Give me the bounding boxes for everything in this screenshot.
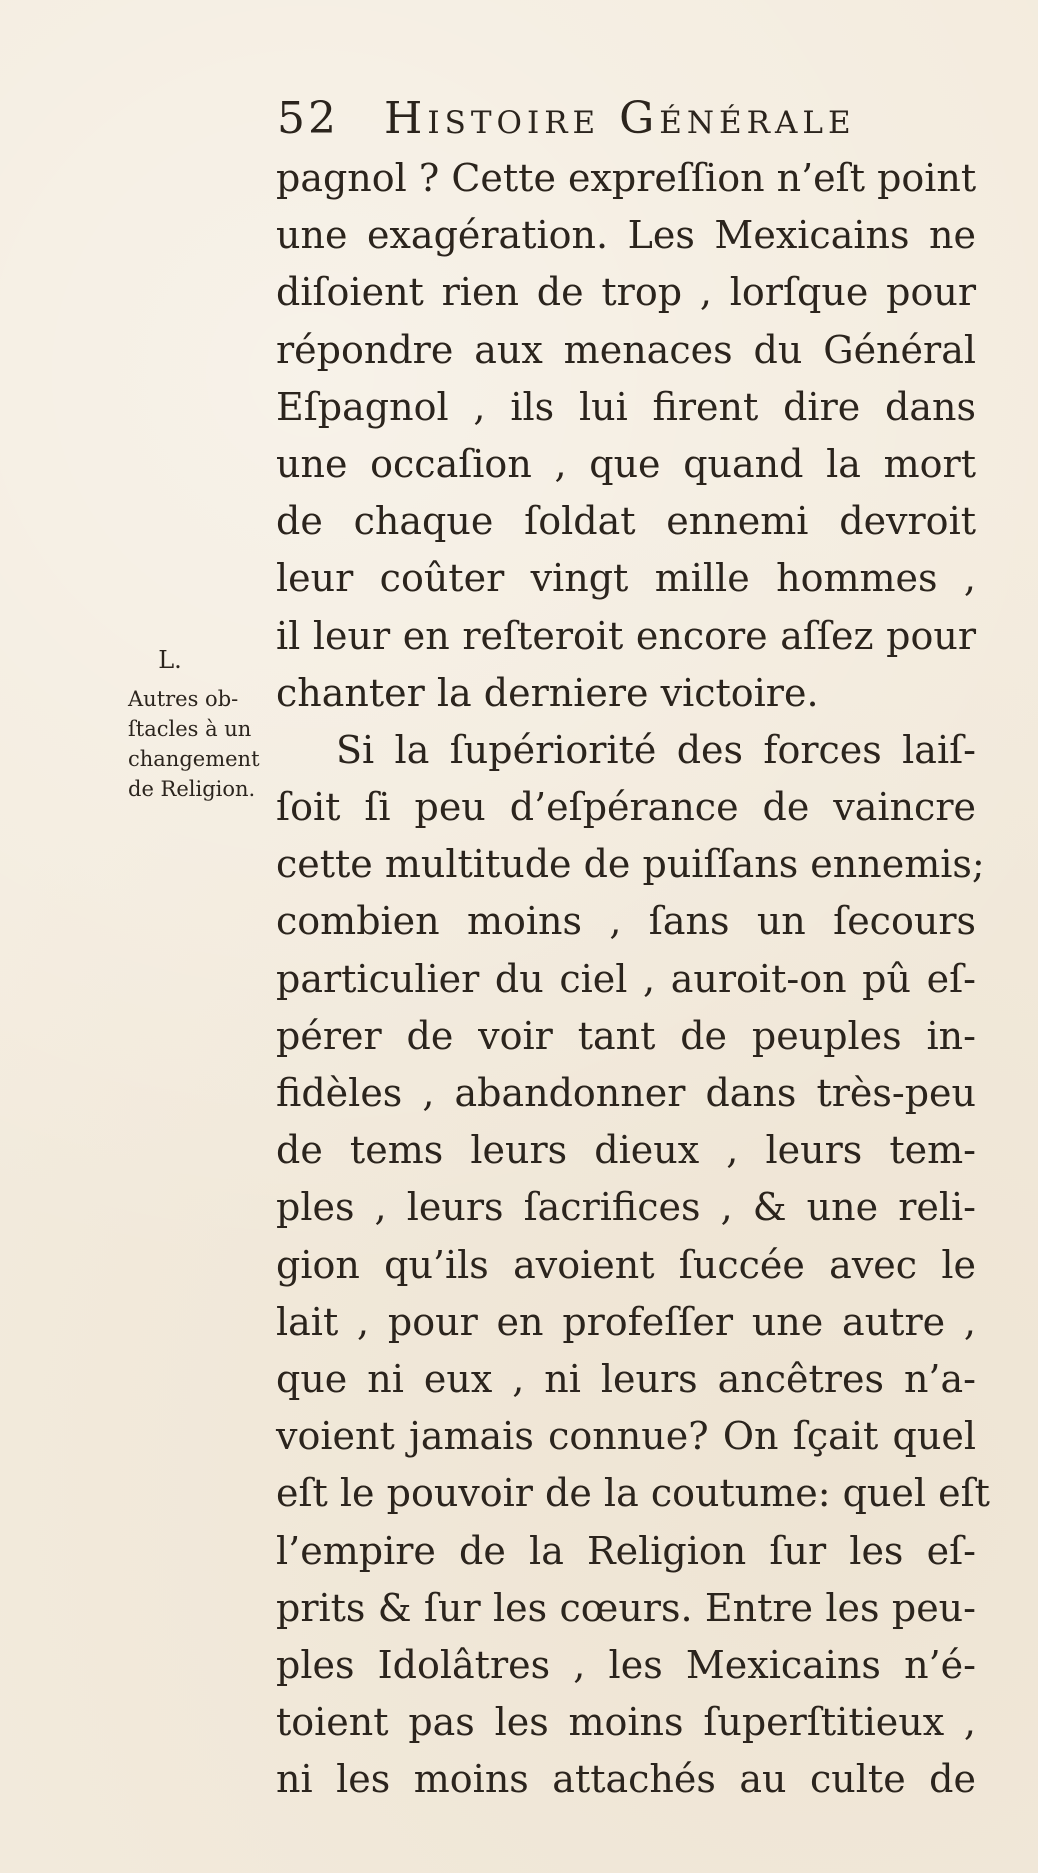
text-line: combien moins , ſans un ſecours <box>276 899 976 944</box>
text-line: fidèles , abandonner dans très-peu <box>276 1071 976 1115</box>
text-line: toient pas les moins ſuperſtitieux , <box>276 1700 976 1745</box>
margin-note <box>128 684 280 804</box>
text-line: chanter la derniere victoire. <box>276 670 819 715</box>
text-line: lait , pour en profeſſer une autre , <box>276 1299 976 1344</box>
text-line: prits & ſur les cœurs. Entre les peu- <box>276 1585 976 1630</box>
text-line: ples Idolâtres , les Mexicains n’é- <box>276 1642 976 1687</box>
text-line: ples , leurs ſacrifices , & une reli- <box>276 1185 976 1230</box>
text-line: répondre aux menaces du Général <box>276 327 976 372</box>
margin-note-line: changement <box>128 747 260 771</box>
margin-note-line: ſtacles à un <box>128 717 252 741</box>
text-line: de tems leurs dieux , leurs tem- <box>276 1128 976 1173</box>
text-line: Si la ſupériorité des forces laiſ- <box>336 727 976 772</box>
text-line: particulier du ciel , auroit-on pû eſ- <box>276 956 976 1001</box>
text-line: une occaſion , que quand la mort <box>276 441 976 486</box>
text-line: voient jamais connue? On ſçait quel <box>276 1414 976 1459</box>
margin-note-line: de Religion. <box>128 777 256 801</box>
running-title: Histoire Générale <box>384 93 856 144</box>
margin-note-line: Autres ob- <box>128 687 239 711</box>
text-line: une exagération. Les Mexicains ne <box>276 213 976 258</box>
text-line: pérer de voir tant de peuples in- <box>276 1013 976 1058</box>
text-line: de chaque ſoldat ennemi devroit <box>276 499 976 544</box>
text-line: eſt le pouvoir de la coutume: quel eſt <box>276 1471 990 1516</box>
body-text <box>276 150 990 1808</box>
text-line: ſoit ſi peu d’eſpérance de vaincre <box>276 785 976 830</box>
text-line: il leur en reſteroit encore aſſez pour <box>276 613 976 658</box>
text-line: diſoient rien de trop , lorſque pour <box>276 270 976 315</box>
text-line: pagnol ? Cette expreſſion n’eſt point <box>276 156 977 200</box>
section-number: L. <box>158 646 182 674</box>
text-line: l’empire de la Religion ſur les eſ- <box>276 1528 976 1573</box>
running-header <box>277 88 967 150</box>
text-line: leur coûter vingt mille hommes , <box>276 556 976 601</box>
text-line: cette multitude de puiſſans ennemis; <box>276 842 985 887</box>
page-number: 52 <box>277 93 339 144</box>
text-line: gion qu’ils avoient ſuccée avec le <box>276 1242 976 1287</box>
text-line: que ni eux , ni leurs ancêtres n’a- <box>276 1356 976 1401</box>
text-line: Eſpagnol , ils lui firent dire dans <box>276 384 976 429</box>
text-line: ni les moins attachés au culte de <box>276 1757 976 1802</box>
